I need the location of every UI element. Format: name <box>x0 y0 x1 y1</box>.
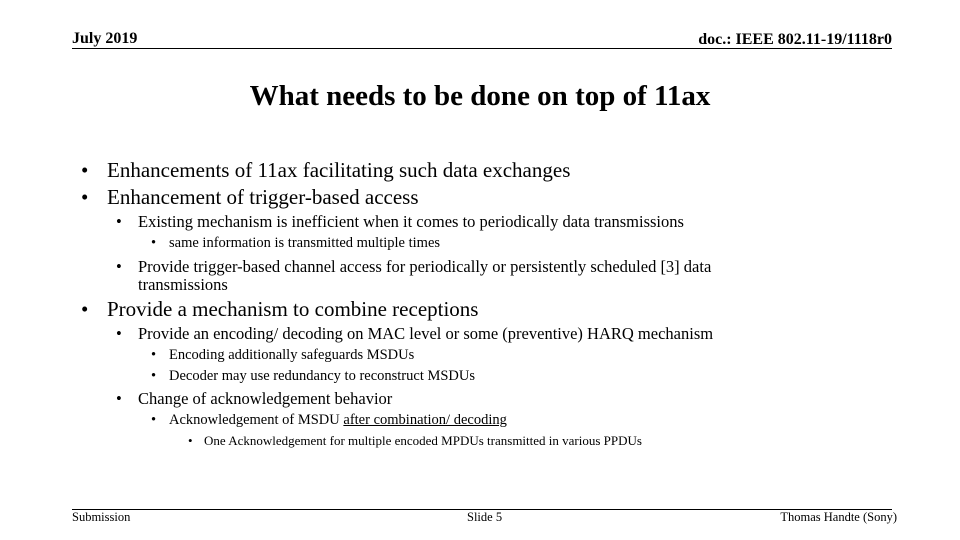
footer-slide-number: Slide 5 <box>467 510 503 524</box>
bullet-marker: • <box>151 347 157 363</box>
bullet-item <box>81 297 479 322</box>
underlined-text: after combination/ decoding <box>343 412 507 428</box>
bullet-text: Existing mechanism is inefficient when it comes to periodically data transmissions <box>138 212 684 231</box>
bullet-text: Enhancements of 11ax facilitating such data exchanges <box>107 158 571 182</box>
bullet-marker: • <box>151 412 157 428</box>
bullet-marker: • <box>81 158 89 182</box>
footer-submission: Submission <box>72 510 131 524</box>
sub-bullet-item <box>116 389 393 409</box>
bullet-marker: • <box>151 368 157 384</box>
sub-sub-bullet-item <box>151 412 507 429</box>
slide-title: What needs to be done on top of 11ax <box>249 80 711 112</box>
sub-sub-bullet-item <box>151 235 441 252</box>
sub-bullet-item <box>116 257 712 277</box>
bullet-text: transmissions <box>138 275 228 294</box>
bullet-item <box>81 185 419 210</box>
bullet-marker: • <box>151 235 157 251</box>
header-rule <box>72 48 892 49</box>
bullet-marker: • <box>116 212 122 231</box>
sub-sub-bullet-item <box>151 347 415 364</box>
bullet-text: Acknowledgement of MSDU <box>169 412 344 428</box>
bullet-item <box>81 158 571 183</box>
bullet-marker: • <box>81 297 89 321</box>
bullet-text: Provide a mechanism to combine receptions <box>107 297 479 321</box>
footer-author: Thomas Handte (Sony) <box>780 510 897 524</box>
bullet-text: Change of acknowledgement behavior <box>138 389 393 408</box>
bullet-text: Decoder may use redundancy to reconstruct MSDUs <box>169 368 476 384</box>
bullet-text: One Acknowledgement for multiple encoded MPDUs transmitted in various PPDUs <box>204 433 642 448</box>
sub-sub-bullet-item <box>151 368 476 385</box>
bullet-text: Enhancement of trigger-based access <box>107 185 419 209</box>
bullet-continuation <box>138 275 228 295</box>
bullet-text: Provide trigger-based channel access for periodically or persistently scheduled [3] data <box>138 257 712 276</box>
sub-bullet-item <box>116 324 714 344</box>
bullet-marker: • <box>188 433 193 448</box>
bullet-marker: • <box>116 324 122 343</box>
header-doc-id: doc.: IEEE 802.11-19/1118r0 <box>698 31 892 48</box>
bullet-text: same information is transmitted multiple times <box>169 235 441 251</box>
header-date: July 2019 <box>72 30 138 47</box>
level4-bullet-item <box>188 433 642 449</box>
bullet-marker: • <box>81 185 89 209</box>
bullet-text: Encoding additionally safeguards MSDUs <box>169 347 415 363</box>
bullet-text: Provide an encoding/ decoding on MAC level or some (preventive) HARQ mechanism <box>138 324 714 343</box>
bullet-marker: • <box>116 389 122 408</box>
sub-bullet-item <box>116 212 684 232</box>
bullet-marker: • <box>116 257 122 276</box>
